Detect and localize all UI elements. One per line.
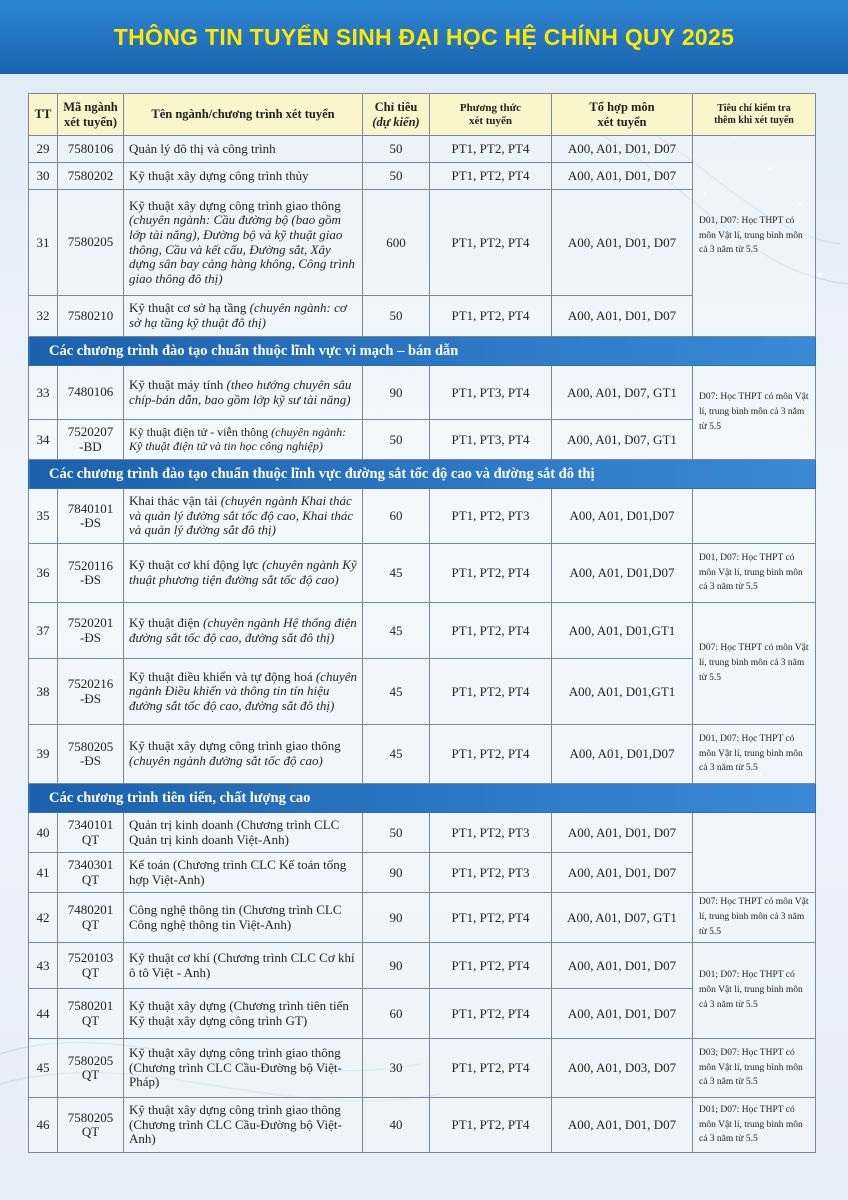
row-combo: A00, A01, D01, D07 — [552, 989, 693, 1039]
row-method: PT1, PT2, PT4 — [430, 943, 552, 989]
row-method: PT1, PT2, PT3 — [430, 813, 552, 853]
row-code: 7580205 -ĐS — [58, 725, 124, 784]
row-program-name: Kỹ thuật cơ khí (Chương trình CLC Cơ khí ô tô Việt - Anh) — [124, 943, 363, 989]
row-code: 7580106 — [58, 136, 124, 163]
table-row — [29, 366, 816, 420]
section-title: Các chương trình đào tạo chuẩn thuộc lĩnh vực đường sắt tốc độ cao và đường sắt đô thị — [29, 460, 816, 489]
row-quota: 45 — [363, 659, 430, 725]
row-program-name: Khai thác vận tải (chuyên ngành Khai thác và quản lý đường sắt tốc độ cao, Khai thác và quản lý đường sắt đô thị) — [124, 489, 363, 544]
row-method: PT1, PT2, PT3 — [430, 853, 552, 893]
row-combo: A00, A01, D07, GT1 — [552, 420, 693, 460]
row-method: PT1, PT2, PT4 — [430, 1039, 552, 1098]
row-method: PT1, PT3, PT4 — [430, 420, 552, 460]
row-program-name: Kỹ thuật xây dựng công trình giao thông (chuyên ngành: Cầu đường bộ (bao gồm lớp tài năng), Đường bộ và kỹ thuật giao thông, Cầu và kết cấu, Đường sắt, Xây dựng sân bay cảng hàng không, Công trình giao thông đô thị) — [124, 190, 363, 296]
row-quota: 90 — [363, 943, 430, 989]
row-quota: 40 — [363, 1098, 430, 1153]
row-method: PT1, PT2, PT4 — [430, 659, 552, 725]
section-title: Các chương trình đào tạo chuẩn thuộc lĩnh vực vi mạch – bán dẫn — [29, 337, 816, 366]
row-tt: 35 — [29, 489, 58, 544]
row-code: 7520207 -BD — [58, 420, 124, 460]
row-combo: A00, A01, D01,GT1 — [552, 659, 693, 725]
row-quota: 50 — [363, 813, 430, 853]
title-banner — [0, 0, 848, 74]
row-program-name: Quản trị kinh doanh (Chương trình CLC Quản trị kinh doanh Việt-Anh) — [124, 813, 363, 853]
row-quota: 50 — [363, 163, 430, 190]
row-method: PT1, PT2, PT4 — [430, 725, 552, 784]
row-code: 7580201 QT — [58, 989, 124, 1039]
row-tt: 41 — [29, 853, 58, 893]
row-code: 7520103 QT — [58, 943, 124, 989]
row-quota: 45 — [363, 603, 430, 659]
section-title: Các chương trình tiên tiến, chất lượng cao — [29, 784, 816, 813]
row-quota: 50 — [363, 420, 430, 460]
row-tt: 31 — [29, 190, 58, 296]
row-combo: A00, A01, D01, D07 — [552, 853, 693, 893]
header-code: Mã ngành xét tuyển) — [58, 94, 124, 136]
row-quota: 45 — [363, 725, 430, 784]
header-criteria: Tiêu chí kiểm tra thêm khi xét tuyển — [693, 94, 816, 136]
row-program-name: Kỹ thuật xây dựng công trình thủy — [124, 163, 363, 190]
row-criteria: D01; D07: Học THPT có môn Vật lí, trung bình môn cả 3 năm từ 5.5 — [693, 1098, 816, 1153]
row-quota: 50 — [363, 296, 430, 337]
row-code: 7840101 -ĐS — [58, 489, 124, 544]
row-program-name: Công nghệ thông tin (Chương trình CLC Công nghệ thông tin Việt-Anh) — [124, 893, 363, 943]
row-quota: 45 — [363, 544, 430, 603]
section-header — [29, 337, 816, 366]
row-method: PT1, PT2, PT4 — [430, 544, 552, 603]
row-code: 7580205 — [58, 190, 124, 296]
row-criteria: D03; D07: Học THPT có môn Vật lí, trung bình môn cả 3 năm từ 5.5 — [693, 1039, 816, 1098]
row-quota: 60 — [363, 989, 430, 1039]
row-program-name: Kỹ thuật điện tử - viễn thông (chuyên ngành: Kỹ thuật điện tử và tin học công nghiệp) — [124, 420, 363, 460]
row-criteria: D07: Học THPT có môn Vật lí, trung bình môn cả 3 năm từ 5.5 — [693, 893, 816, 943]
row-program-name: Kỹ thuật điện (chuyên ngành Hệ thống điện đường sắt tốc độ cao, đường sắt đô thị) — [124, 603, 363, 659]
row-program-name: Kỹ thuật xây dựng công trình giao thông (chuyên ngành đường sắt tốc độ cao) — [124, 725, 363, 784]
row-combo: A00, A01, D01, D07 — [552, 813, 693, 853]
table-row — [29, 813, 816, 853]
row-criteria: D01, D07: Học THPT có môn Vật lí, trung bình môn cả 3 năm từ 5.5 — [693, 725, 816, 784]
header-subject-combo: Tổ hợp môn xét tuyển — [552, 94, 693, 136]
row-criteria — [693, 489, 816, 544]
row-combo: A00, A01, D03, D07 — [552, 1039, 693, 1098]
page-title: THÔNG TIN TUYỂN SINH ĐẠI HỌC HỆ CHÍNH QUY 2025 — [113, 23, 735, 50]
row-quota: 600 — [363, 190, 430, 296]
table-row — [29, 1039, 816, 1098]
row-tt: 43 — [29, 943, 58, 989]
row-tt: 34 — [29, 420, 58, 460]
row-tt: 29 — [29, 136, 58, 163]
row-tt: 44 — [29, 989, 58, 1039]
row-combo: A00, A01, D01,GT1 — [552, 603, 693, 659]
row-method: PT1, PT2, PT4 — [430, 603, 552, 659]
row-method: PT1, PT2, PT4 — [430, 1098, 552, 1153]
row-method: PT1, PT3, PT4 — [430, 366, 552, 420]
table-row — [29, 489, 816, 544]
row-quota: 90 — [363, 366, 430, 420]
row-tt: 32 — [29, 296, 58, 337]
row-combo: A00, A01, D01, D07 — [552, 943, 693, 989]
row-code: 7580210 — [58, 296, 124, 337]
row-method: PT1, PT2, PT4 — [430, 190, 552, 296]
row-tt: 38 — [29, 659, 58, 725]
row-quota: 90 — [363, 853, 430, 893]
row-code: 7580205 QT — [58, 1039, 124, 1098]
row-tt: 37 — [29, 603, 58, 659]
row-method: PT1, PT2, PT4 — [430, 296, 552, 337]
row-code: 7340301 QT — [58, 853, 124, 893]
row-quota: 50 — [363, 136, 430, 163]
header-quota: Chỉ tiêu (dự kiến) — [363, 94, 430, 136]
table-row — [29, 943, 816, 989]
row-program-name: Kỹ thuật máy tính (theo hướng chuyên sâu chíp-bán dẫn, bao gồm lớp kỹ sư tài năng) — [124, 366, 363, 420]
section-header — [29, 460, 816, 489]
row-code: 7480106 — [58, 366, 124, 420]
row-tt: 33 — [29, 366, 58, 420]
row-criteria: D07: Học THPT có môn Vật lí, trung bình môn cả 3 năm từ 5.5 — [693, 366, 816, 460]
row-method: PT1, PT2, PT4 — [430, 163, 552, 190]
row-tt: 30 — [29, 163, 58, 190]
row-program-name: Quản lý đô thị và công trình — [124, 136, 363, 163]
row-program-name: Kế toán (Chương trình CLC Kế toán tổng hợp Việt-Anh) — [124, 853, 363, 893]
table-row — [29, 893, 816, 943]
row-combo: A00, A01, D01, D07 — [552, 296, 693, 337]
row-combo: A00, A01, D01, D07 — [552, 163, 693, 190]
row-combo: A00, A01, D01, D07 — [552, 136, 693, 163]
row-method: PT1, PT2, PT4 — [430, 989, 552, 1039]
row-code: 7580205 QT — [58, 1098, 124, 1153]
row-program-name: Kỹ thuật điều khiển và tự động hoá (chuyên ngành Điều khiển và thông tin tín hiệu đường sắt tốc độ cao, đường sắt đô thị) — [124, 659, 363, 725]
row-method: PT1, PT2, PT3 — [430, 489, 552, 544]
row-tt: 46 — [29, 1098, 58, 1153]
row-criteria: D07: Học THPT có môn Vật lí, trung bình môn cả 3 năm từ 5.5 — [693, 603, 816, 725]
row-code: 7580202 — [58, 163, 124, 190]
row-combo: A00, A01, D01,D07 — [552, 544, 693, 603]
table-row — [29, 136, 816, 163]
row-program-name: Kỹ thuật xây dựng công trình giao thông (Chương trình CLC Cầu-Đường bộ Việt-Pháp) — [124, 1039, 363, 1098]
row-tt: 40 — [29, 813, 58, 853]
row-tt: 42 — [29, 893, 58, 943]
row-combo: A00, A01, D01,D07 — [552, 725, 693, 784]
row-quota: 90 — [363, 893, 430, 943]
row-criteria: D01; D07: Học THPT có môn Vật lí, trung bình môn cả 3 năm từ 5.5 — [693, 943, 816, 1039]
row-program-name: Kỹ thuật xây dựng (Chương trình tiên tiến Kỹ thuật xây dựng công trình GT) — [124, 989, 363, 1039]
admission-table — [28, 93, 816, 1153]
table-header-row — [29, 94, 816, 136]
header-method: Phương thức xét tuyển — [430, 94, 552, 136]
row-program-name: Kỹ thuật cơ sở hạ tầng (chuyên ngành: cơ sở hạ tầng kỹ thuật đô thị) — [124, 296, 363, 337]
row-criteria: D01, D07: Học THPT có môn Vật lí, trung bình môn cả 3 năm từ 5.5 — [693, 544, 816, 603]
row-method: PT1, PT2, PT4 — [430, 893, 552, 943]
row-program-name: Kỹ thuật cơ khí động lực (chuyên ngành Kỹ thuật phương tiện đường sắt tốc độ cao) — [124, 544, 363, 603]
row-combo: A00, A01, D07, GT1 — [552, 893, 693, 943]
section-header — [29, 784, 816, 813]
row-code: 7480201 QT — [58, 893, 124, 943]
row-combo: A00, A01, D01, D07 — [552, 190, 693, 296]
row-tt: 45 — [29, 1039, 58, 1098]
row-criteria: D01, D07: Học THPT có môn Vật lí, trung bình môn cả 3 năm từ 5.5 — [693, 136, 816, 337]
row-method: PT1, PT2, PT4 — [430, 136, 552, 163]
row-code: 7520116 -ĐS — [58, 544, 124, 603]
row-combo: A00, A01, D01, D07 — [552, 1098, 693, 1153]
row-criteria — [693, 813, 816, 893]
table-row — [29, 725, 816, 784]
row-tt: 36 — [29, 544, 58, 603]
row-combo: A00, A01, D01,D07 — [552, 489, 693, 544]
row-tt: 39 — [29, 725, 58, 784]
table-row — [29, 603, 816, 659]
table-row — [29, 1098, 816, 1153]
row-program-name: Kỹ thuật xây dựng công trình giao thông (Chương trình CLC Cầu-Đường bộ Việt-Anh) — [124, 1098, 363, 1153]
header-program-name: Tên ngành/chương trình xét tuyển — [124, 94, 363, 136]
row-code: 7520201 -ĐS — [58, 603, 124, 659]
row-combo: A00, A01, D07, GT1 — [552, 366, 693, 420]
table-row — [29, 544, 816, 603]
row-quota: 30 — [363, 1039, 430, 1098]
row-code: 7340101 QT — [58, 813, 124, 853]
row-quota: 60 — [363, 489, 430, 544]
row-code: 7520216 -ĐS — [58, 659, 124, 725]
header-tt: TT — [29, 94, 58, 136]
